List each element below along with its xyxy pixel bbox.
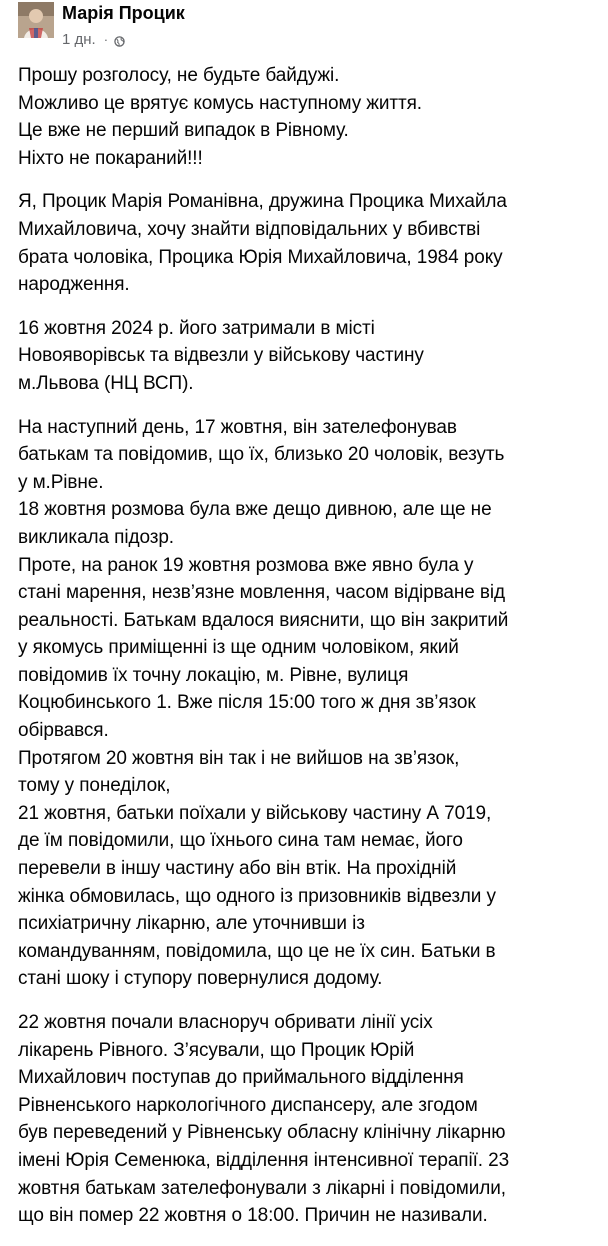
text-line: Прошу розголосу, не будьте байдужі. [18,65,340,86]
text-line: 21 жовтня, батьки поїхали у військову частину А 7019, [18,802,492,824]
text-line: Можливо це врятує комусь наступному життя. [18,92,422,114]
text-line: брата чоловіка, Процика Юрія Михайловича, 1984 року [18,246,503,268]
text-line: жовтня батькам зателефонували з лікарні і повідомили, [18,1177,506,1199]
meta-separator: · [103,32,109,47]
text-line: викликала підозр. [18,526,174,548]
text-line: де їм повідомили, що їхнього сина там немає, його [18,830,463,852]
text-line: що він помер 22 жовтня о 18:00. Причин не називали. [18,1205,488,1227]
text-line: тому у понеділок, [18,775,171,797]
text-line: Рівненського наркологічного диспансеру, але згодом [18,1094,478,1116]
author-avatar[interactable] [18,2,54,38]
text-line: 16 жовтня 2024 р. його затримали в місті [18,317,375,339]
text-line: перевели в іншу частину або він втік. На прохідній [18,858,457,880]
text-line: Михайлович поступав до приймального відділення [18,1067,464,1089]
text-line: психіатричну лікарню, але уточнивши із [18,913,365,935]
text-line: стані марення, незв’язне мовлення, часом відірване від [18,582,505,604]
text-line: 22 жовтня почали власноруч обривати лінії усіх [18,1012,433,1033]
text-line: Це вже не перший випадок в Рівному. [18,120,349,142]
text-line: повідомив їх точну локацію, м. Рівне, вулиця [18,664,409,686]
text-line: 18 жовтня розмова була вже дещо дивною, але ще не [18,499,492,521]
text-line: Коцюбинського 1. Вже після 15:00 того ж дня зв’язок [18,692,476,714]
author-name[interactable]: Марія Процик [62,3,185,23]
text-line: обірвався. [18,720,109,742]
text-line: був переведений у Рівненську обласну клінічну лікарню [18,1122,506,1144]
text-line: м.Львова (НЦ ВСП). [18,372,194,394]
post-paragraph-4 [18,414,604,993]
text-line: командуванням, повідомила, що це не їх син. Батьки в [18,940,496,962]
text-line: Михайловича, хочу знайти відповідальних у вбивстві [18,218,481,240]
text-line: у м.Рівне. [18,471,104,493]
text-line: у якомусь приміщенні із ще одним чоловіком, який [18,637,459,659]
post-timestamp[interactable]: 1 дн. [62,31,96,48]
text-line: реальності. Батькам вдалося вияснити, що він закритий [18,609,509,631]
text-line: лікарень Рівного. З’ясували, що Процик Юрій [18,1039,415,1061]
post-text [18,62,604,1246]
post-meta [62,31,125,48]
text-line: народження. [18,274,130,296]
post-paragraph-5 [18,1009,604,1230]
text-line: Я, Процик Марія Романівна, дружина Процика Михайла [18,191,507,213]
text-line: На наступний день, 17 жовтня, він зателефонував [18,416,457,438]
globe-icon[interactable] [114,34,125,45]
post-paragraph-3 [18,315,604,398]
text-line: Новояворівськ та відвезли у військову частину [18,345,424,367]
text-line: батькам та повідомив, що їх, близько 20 чоловік, везуть [18,444,505,466]
post-header [0,0,608,58]
text-line: стані шоку і ступору повернулися додому. [18,968,383,990]
text-line: Ніхто не покараний!!! [18,147,203,169]
text-line: імені Юрія Семенюка, відділення інтенсивної терапії. 23 [18,1149,510,1171]
post-paragraph-1 [18,62,604,172]
text-line: жінка обмовилась, що одного із призовників відвезли у [18,885,496,907]
text-line: Протягом 20 жовтня він так і не вийшов на зв’язок, [18,747,460,769]
avatar-photo-icon [18,2,54,38]
post-paragraph-2 [18,188,604,298]
text-line: Проте, на ранок 19 жовтня розмова вже явно була у [18,554,474,576]
